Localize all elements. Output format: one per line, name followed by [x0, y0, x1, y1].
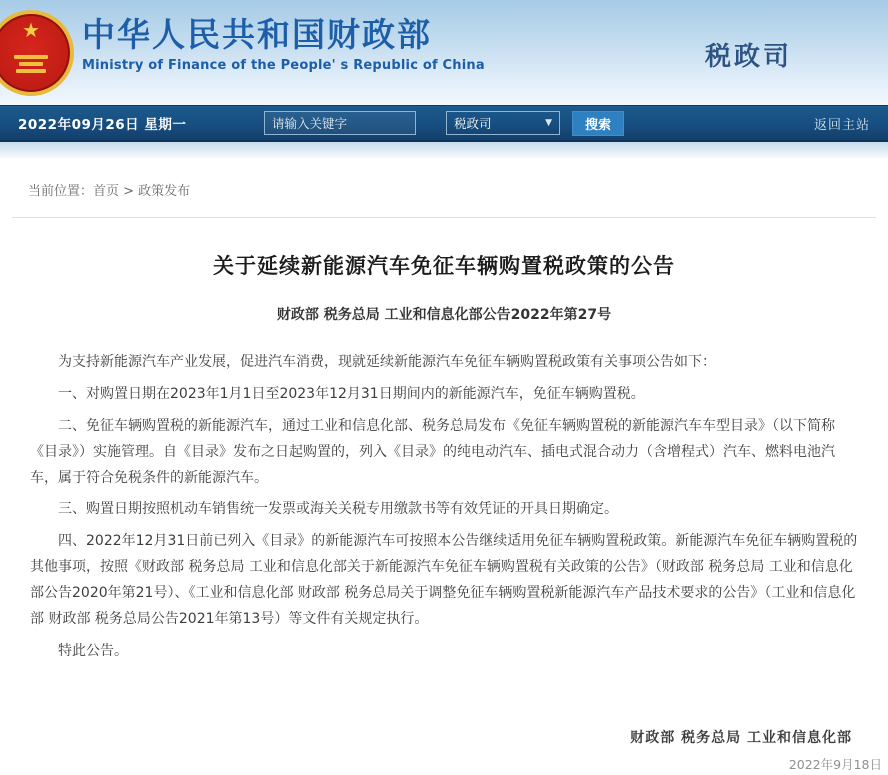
current-date: 2022年09月26日 星期一: [18, 117, 187, 133]
main-content: [0, 158, 888, 775]
document-number: 财政部 税务总局 工业和信息化部公告2022年第27号: [276, 307, 612, 323]
search-scope-value: 税政司: [454, 116, 492, 131]
chevron-down-icon: ▼: [545, 118, 552, 128]
emblem-star-icon: ★: [22, 18, 40, 42]
paragraph: 二、免征车辆购置税的新能源汽车，通过工业和信息化部、税务总局发布《免征车辆购置税的新能源汽车车型目录》（以下简称《目录》）实施管理。自《目录》发布之日起购置的，列入《目录》的纯电动汽车、插电式混合动力（含增程式）汽车、燃料电池汽车，属于符合免税条件的新能源汽车。: [30, 417, 835, 486]
document-body: [30, 350, 858, 665]
paragraph: 特此公告。: [58, 642, 128, 659]
header-divider-strip: [0, 142, 888, 158]
issuing-authorities: 财政部 税务总局 工业和信息化部: [630, 729, 852, 746]
page-title: 关于延续新能源汽车免征车辆购置税政策的公告: [213, 254, 675, 278]
site-identity: [82, 16, 485, 73]
paragraph: 三、购置日期按照机动车销售统一发票或海关关税专用缴款书等有效凭证的开具日期确定。: [58, 501, 618, 518]
national-emblem-icon: [0, 10, 74, 96]
search-button[interactable]: 搜索: [572, 111, 624, 136]
site-title: 中华人民共和国财政部: [82, 15, 432, 54]
department-name: 税政司: [704, 42, 792, 72]
breadcrumb[interactable]: 当前位置：首页 > 政策发布: [28, 184, 191, 199]
site-subtitle: Ministry of Finance of the People' s Republic of China: [82, 57, 485, 73]
breadcrumb-divider: [12, 217, 876, 218]
search-scope-select[interactable]: [446, 111, 560, 135]
navbar: [0, 105, 888, 142]
emblem-gate-icon: [12, 52, 50, 76]
paragraph: 一、对购置日期在2023年1月1日至2023年12月31日期间内的新能源汽车，免征车辆购置税。: [58, 385, 645, 402]
site-header: [0, 0, 888, 105]
search-input[interactable]: [264, 111, 416, 135]
return-home-link[interactable]: 返回主站: [813, 117, 870, 133]
paragraph: 为支持新能源汽车产业发展，促进汽车消费，现就延续新能源汽车免征车辆购置税政策有关事项公告如下：: [58, 354, 716, 370]
watermark-date: 2022年9月18日: [788, 757, 882, 772]
announcement-article: [0, 250, 888, 747]
paragraph: 四、2022年12月31日前已列入《目录》的新能源汽车可按照本公告继续适用免征车辆购置税政策。新能源汽车免征车辆购置税的其他事项，按照《财政部 税务总局 工业和信息化部关于新能源汽车免征车辆购置税有关政策的公告》（财政部 税务总局 工业和信息化部公告2020年第21号）、《工业和信息化部 财政部 税务总局关于调整免征车辆购置税新能源汽车产品技术要求的公告》（工业和信息化部 财政部 税务总局公告2021年第13号）等文件有关规定执行。: [30, 533, 858, 628]
